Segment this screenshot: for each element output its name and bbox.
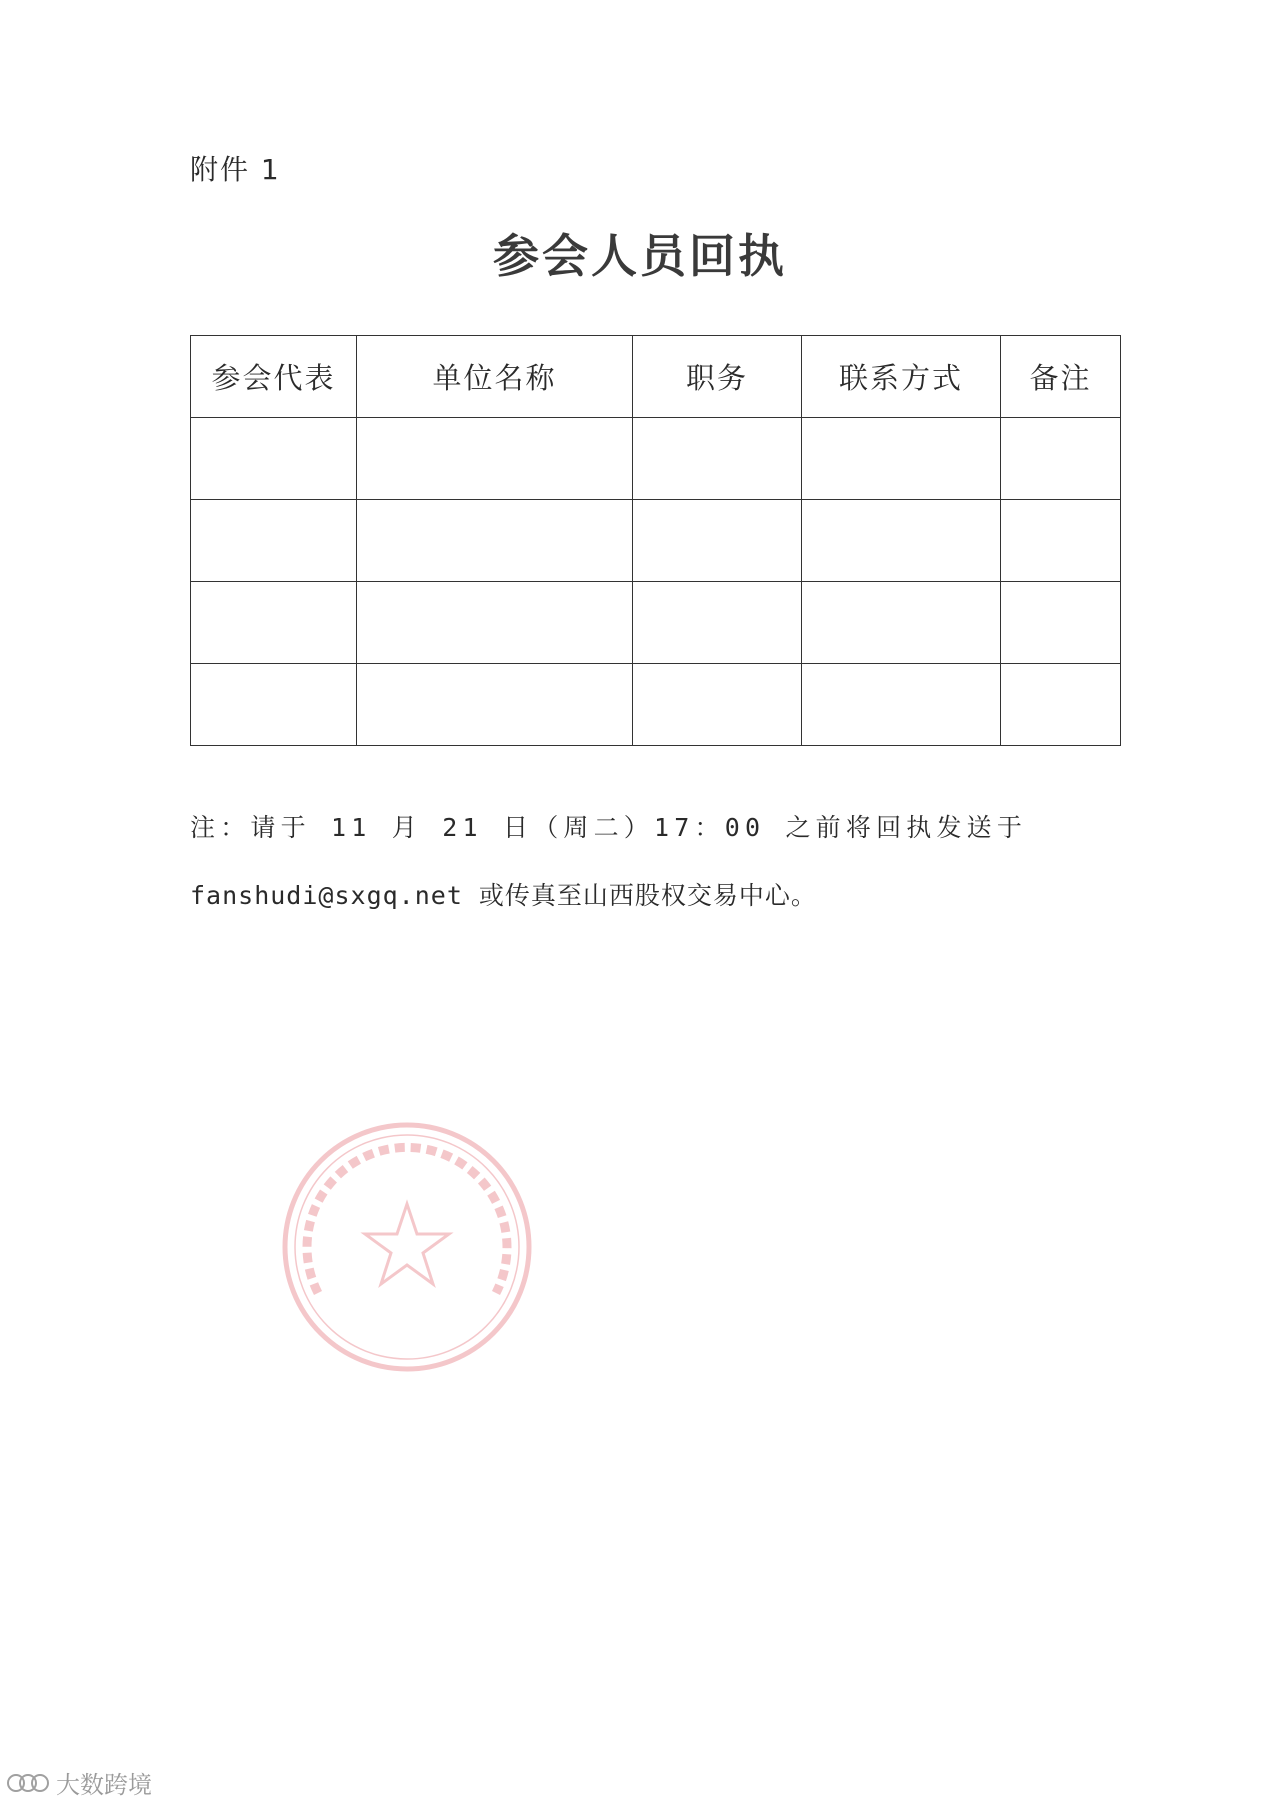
header-organization: 单位名称 [357, 336, 633, 418]
table-cell[interactable] [357, 418, 633, 500]
table-row [191, 500, 1121, 582]
seal-outer-ring [285, 1125, 529, 1369]
table-row [191, 582, 1121, 664]
note-line-1: 注：请于 11 月 21 日（周二）17：00 之前将回执发送于 [190, 813, 1028, 842]
table-cell[interactable] [1001, 418, 1121, 500]
table-cell[interactable] [633, 500, 802, 582]
header-position: 职务 [633, 336, 802, 418]
header-representative: 参会代表 [191, 336, 357, 418]
table-cell[interactable] [191, 500, 357, 582]
watermark-text: 大数跨境 [56, 1771, 152, 1799]
note-line-2: fanshudi@sxgq.net 或传真至山西股权交易中心。 [190, 881, 817, 910]
table-cell[interactable] [802, 500, 1001, 582]
table-cell[interactable] [633, 582, 802, 664]
table-cell[interactable] [191, 582, 357, 664]
table-cell[interactable] [633, 418, 802, 500]
table-cell[interactable] [357, 582, 633, 664]
seal-inner-ring [295, 1135, 519, 1359]
table-cell[interactable] [1001, 664, 1121, 746]
table-cell[interactable] [191, 664, 357, 746]
header-remarks: 备注 [1001, 336, 1121, 418]
table-cell[interactable] [802, 418, 1001, 500]
official-seal-stamp [278, 1118, 536, 1376]
table-row [191, 418, 1121, 500]
table-header-row [191, 336, 1121, 418]
table-cell[interactable] [357, 664, 633, 746]
table-row [191, 664, 1121, 746]
document-title: 参会人员回执 [493, 229, 787, 283]
header-contact: 联系方式 [802, 336, 1001, 418]
table-cell[interactable] [357, 500, 633, 582]
table-cell[interactable] [633, 664, 802, 746]
table-cell[interactable] [1001, 500, 1121, 582]
table-cell[interactable] [802, 664, 1001, 746]
seal-star-icon [365, 1204, 449, 1284]
brand-logo-icon [6, 1769, 50, 1797]
attachment-label: 附件 1 [190, 153, 281, 186]
table-cell[interactable] [1001, 582, 1121, 664]
table-cell[interactable] [802, 582, 1001, 664]
table-cell[interactable] [191, 418, 357, 500]
attendee-table [190, 335, 1121, 746]
watermark [6, 1765, 152, 1800]
seal-arc-text-mark [307, 1147, 507, 1293]
